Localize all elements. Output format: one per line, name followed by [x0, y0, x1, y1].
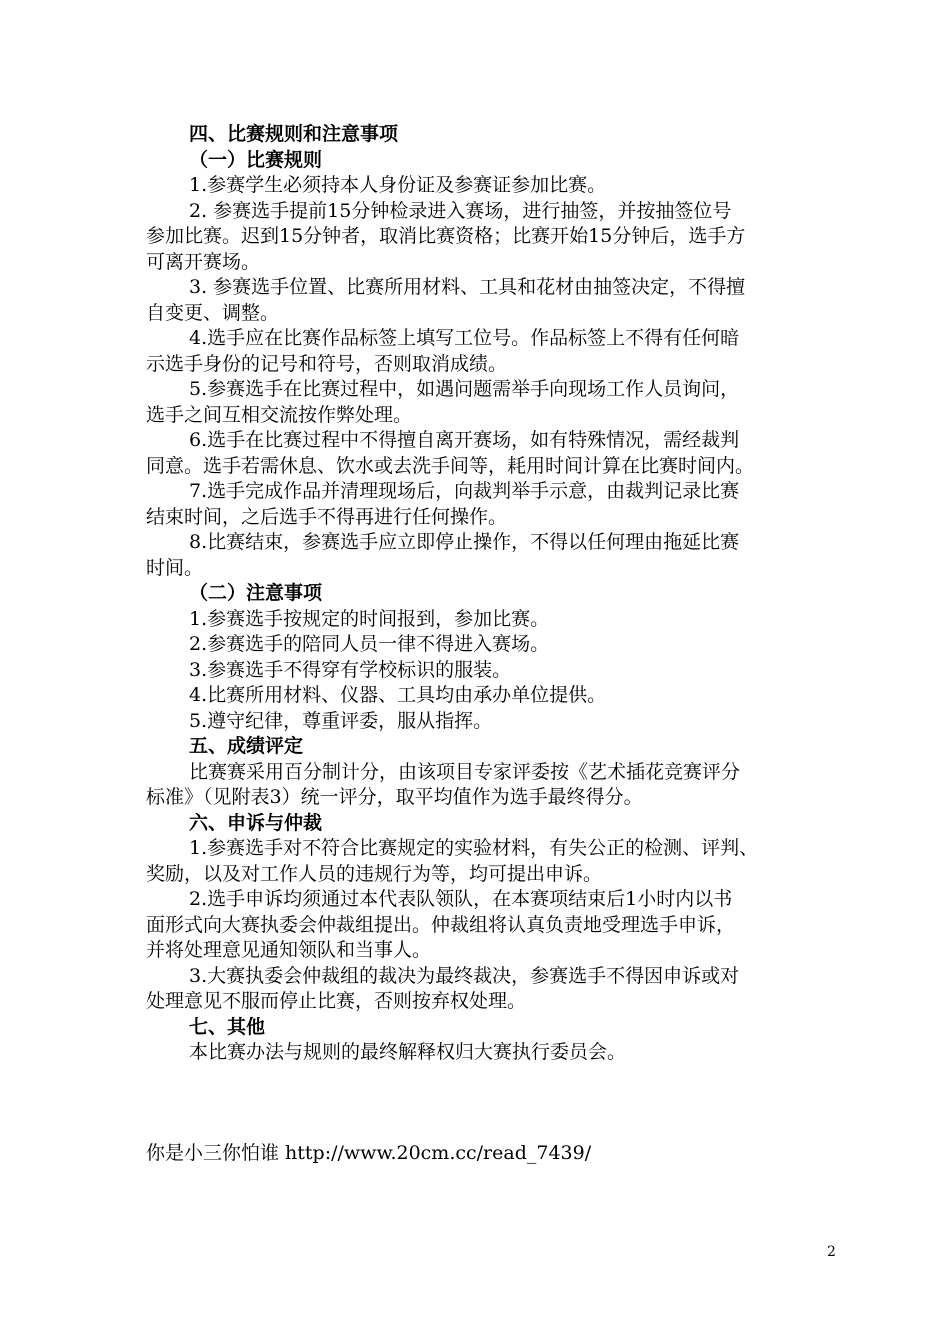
paragraph-line: 时间。	[146, 557, 204, 579]
footer-link[interactable]: 你是小三你怕谁 http://www.20cm.cc/read_7439/	[146, 1142, 592, 1164]
paragraph-line: 4.比赛所用材料、仪器、工具均由承办单位提供。	[189, 684, 607, 706]
paragraph-line: 8.比赛结束，参赛选手应立即停止操作，不得以任何理由拖延比赛	[189, 531, 740, 553]
paragraph-line: 2. 参赛选手提前15分钟检录进入赛场，进行抽签，并按抽签位号	[189, 200, 732, 222]
paragraph-line: 3.参赛选手不得穿有学校标识的服装。	[189, 659, 512, 681]
paragraph-line: 面形式向大赛执委会仲裁组提出。仲裁组将认真负责地受理选手申诉，	[146, 914, 736, 936]
paragraph-line: 4.选手应在比赛作品标签上填写工位号。作品标签上不得有任何暗	[189, 327, 740, 349]
paragraph-line: 5.参赛选手在比赛过程中，如遇问题需举手向现场工作人员询问，	[189, 378, 740, 400]
paragraph-line: 本比赛办法与规则的最终解释权归大赛执行委员会。	[189, 1041, 627, 1063]
paragraph-line: 选手之间互相交流按作弊处理。	[146, 404, 413, 426]
paragraph-line: 3.大赛执委会仲裁组的裁决为最终裁决，参赛选手不得因申诉或对	[189, 965, 740, 987]
paragraph-line: 自变更、调整。	[146, 302, 280, 324]
paragraph-line: 2.选手申诉均须通过本代表队领队，在本赛项结束后1小时内以书	[189, 888, 733, 910]
page-number: 2	[827, 1244, 836, 1260]
paragraph-line: 示选手身份的记号和符号，否则取消成绩。	[146, 353, 508, 375]
section-heading: 五、成绩评定	[189, 735, 304, 757]
paragraph-line: 2.参赛选手的陪同人员一律不得进入赛场。	[189, 633, 550, 655]
paragraph-line: 1.参赛选手对不符合比赛规定的实验材料，有失公正的检测、评判、	[189, 837, 759, 859]
section-heading: 四、比赛规则和注意事项	[189, 123, 399, 145]
section-heading: 六、申诉与仲裁	[189, 812, 323, 834]
paragraph-line: 并将处理意见通知领队和当事人。	[146, 939, 432, 961]
paragraph-line: 结束时间，之后选手不得再进行任何操作。	[146, 506, 508, 528]
paragraph-line: 参加比赛。迟到15分钟者，取消比赛资格；比赛开始15分钟后，选手方	[146, 225, 746, 247]
paragraph-line: 可离开赛场。	[146, 251, 261, 273]
section-heading: 七、其他	[189, 1016, 266, 1038]
paragraph-line: 奖励，以及对工作人员的违规行为等，均可提出申诉。	[146, 863, 603, 885]
paragraph-line: 5.遵守纪律，尊重评委，服从指挥。	[189, 710, 493, 732]
paragraph-line: 1.参赛选手按规定的时间报到，参加比赛。	[189, 608, 550, 630]
subsection-heading: （二）注意事项	[189, 582, 323, 604]
paragraph-line: 同意。选手若需休息、饮水或去洗手间等，耗用时间计算在比赛时间内。	[146, 455, 755, 477]
paragraph-line: 7.选手完成作品并清理现场后，向裁判举手示意，由裁判记录比赛	[189, 480, 740, 502]
paragraph-line: 1.参赛学生必须持本人身份证及参赛证参加比赛。	[189, 174, 607, 196]
subsection-heading: （一）比赛规则	[189, 149, 323, 171]
paragraph-line: 6.选手在比赛过程中不得擅自离开赛场，如有特殊情况，需经裁判	[189, 429, 740, 451]
paragraph-line: 处理意见不服而停止比赛，否则按弃权处理。	[146, 990, 527, 1012]
paragraph-line: 比赛赛采用百分制计分，由该项目专家评委按《艺术插花竞赛评分	[189, 761, 741, 783]
paragraph-line: 标准》（见附表3）统一评分，取平均值作为选手最终得分。	[146, 786, 643, 808]
paragraph-line: 3. 参赛选手位置、比赛所用材料、工具和花材由抽签决定，不得擅	[189, 276, 746, 298]
